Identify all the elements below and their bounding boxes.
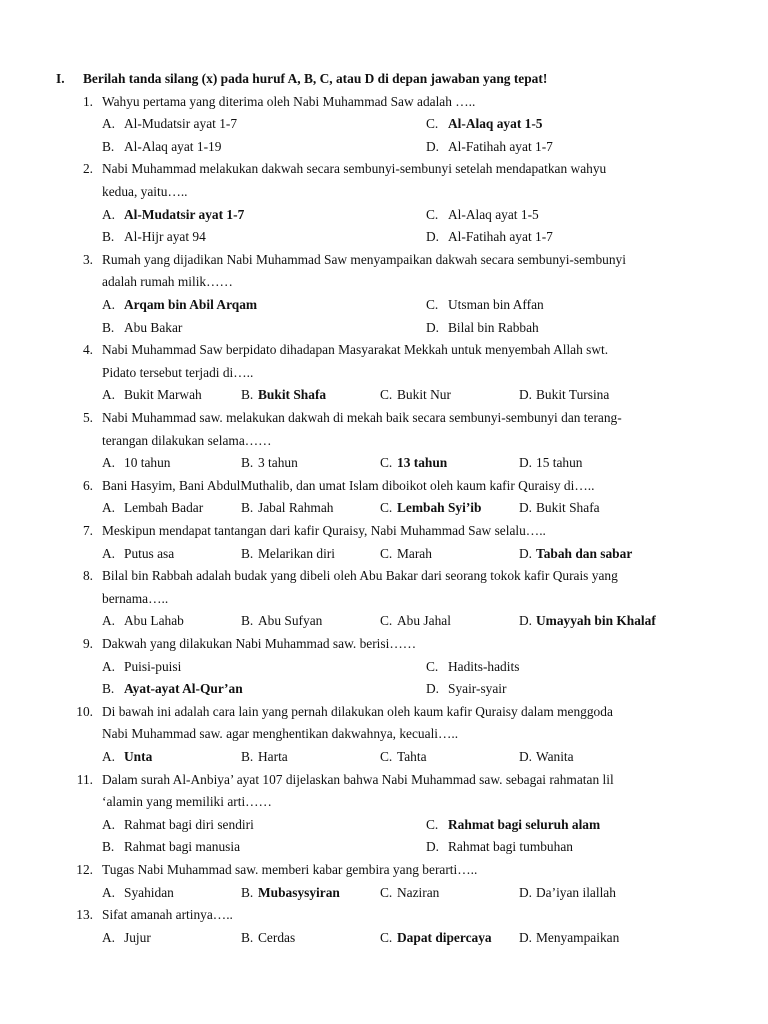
option-b-letter: B.: [102, 138, 115, 154]
option-c-text: Abu Jahal: [397, 613, 451, 629]
option-c-text: Al-Alaq ayat 1-5: [448, 206, 539, 222]
option-c-letter: C.: [426, 116, 439, 132]
option-a-letter: A.: [102, 206, 116, 222]
option-b-letter: B.: [241, 500, 254, 516]
option-d-letter: D.: [519, 929, 533, 945]
option-d-letter: D.: [426, 138, 440, 154]
option-a-letter: A.: [102, 455, 116, 471]
option-b-letter: B.: [241, 613, 254, 629]
option-a-text: Al-Mudatsir ayat 1-7: [124, 116, 238, 132]
option-c-letter: C.: [380, 929, 393, 945]
option-a-letter: A.: [102, 884, 116, 900]
option-d-letter: D.: [519, 545, 533, 561]
option-b-letter: B.: [241, 929, 254, 945]
question-text: Bilal bin Rabbah adalah budak yang dibeli oleh Abu Bakar dari seorang tokok kafir Qurais yang: [102, 568, 618, 584]
option-c-text: Marah: [397, 545, 432, 561]
option-b-text: Cerdas: [258, 929, 296, 945]
option-b-letter: B.: [241, 749, 254, 764]
option-b-answer: Bukit Shafa: [258, 387, 327, 403]
option-d-letter: D.: [426, 681, 440, 697]
question-number: 10.: [76, 703, 93, 719]
option-b-letter: B.: [241, 387, 254, 403]
option-d-answer: Tabah dan sabar: [536, 545, 633, 561]
option-c-text: Hadits-hadits: [448, 658, 520, 674]
option-c-answer: 13 tahun: [397, 455, 448, 471]
section-instruction: Berilah tanda silang (x) pada huruf A, B, C, atau D di depan jawaban yang tepat!: [83, 71, 548, 86]
option-b-letter: B.: [102, 229, 115, 245]
option-d-text: Bilal bin Rabbah: [448, 319, 539, 335]
option-b-text: 3 tahun: [258, 455, 298, 471]
option-d-letter: D.: [426, 839, 440, 855]
option-a-letter: A.: [102, 297, 116, 312]
option-a-text: 10 tahun: [124, 455, 171, 471]
question-text: Di bawah ini adalah cara lain yang pernah dilakukan oleh kaum kafir Quraisy dalam menggoda: [102, 703, 613, 719]
section-number: I.: [56, 71, 65, 86]
option-a-answer: Al-Mudatsir ayat 1-7: [124, 206, 245, 222]
option-a-text: Syahidan: [124, 884, 174, 900]
question-text: Dalam surah Al-Anbiya’ ayat 107 dijelaskan bahwa Nabi Muhammad saw. sebagai rahmatan lil: [102, 771, 614, 787]
option-b-letter: B.: [241, 884, 254, 900]
option-b-text: Abu Sufyan: [258, 613, 323, 629]
option-b-letter: B.: [102, 319, 115, 335]
option-d-text: Bukit Tursina: [536, 387, 610, 403]
question-text: Sifat amanah artinya…..: [102, 907, 233, 923]
option-b-letter: B.: [241, 455, 254, 471]
question-text: bernama…..: [102, 590, 169, 606]
question-number: 9.: [82, 636, 93, 651]
option-c-letter: C.: [426, 206, 439, 222]
question-text: ‘alamin yang memiliki arti……: [102, 794, 272, 810]
option-c-text: Utsman bin Affan: [448, 297, 544, 312]
option-c-letter: C.: [380, 387, 393, 403]
option-b-text: Abu Bakar: [124, 319, 183, 335]
option-d-text: Rahmat bagi tumbuhan: [448, 839, 573, 855]
option-d-letter: D.: [519, 500, 533, 516]
option-b-text: Rahmat bagi manusia: [124, 839, 241, 855]
question-text: Meskipun mendapat tantangan dari kafir Quraisy, Nabi Muhammad Saw selalu…..: [102, 523, 546, 538]
option-a-text: Bukit Marwah: [124, 387, 202, 403]
option-d-text: Al-Fatihah ayat 1-7: [448, 138, 553, 154]
option-d-text: Wanita: [536, 749, 574, 764]
option-d-answer: Umayyah bin Khalaf: [536, 613, 656, 629]
question-number: 5.: [82, 410, 93, 425]
option-a-answer: Arqam bin Abil Arqam: [124, 297, 258, 312]
option-c-answer: Al-Alaq ayat 1-5: [448, 116, 543, 132]
option-d-letter: D.: [426, 319, 440, 335]
option-d-letter: D.: [519, 749, 533, 764]
option-a-letter: A.: [102, 929, 116, 945]
question-text: kedua, yaitu…..: [102, 184, 188, 199]
option-b-letter: B.: [102, 839, 115, 855]
option-c-letter: C.: [380, 545, 393, 561]
question-number: 4.: [82, 342, 93, 358]
option-d-letter: D.: [426, 229, 440, 245]
question-number: 3.: [82, 251, 93, 267]
option-d-text: Da’iyan ilallah: [536, 884, 616, 900]
option-d-text: Al-Fatihah ayat 1-7: [448, 229, 553, 245]
option-a-letter: A.: [102, 816, 116, 832]
option-c-answer: Lembah Syi’ib: [397, 500, 482, 516]
question-text: Nabi Muhammad melakukan dakwah secara sembunyi-sembunyi setelah mendapatkan wahyu: [102, 161, 607, 177]
option-a-text: Abu Lahab: [124, 613, 184, 629]
question-text: Nabi Muhammad saw. agar menghentikan dakwahnya, kecuali…..: [102, 726, 459, 742]
question-text: Bani Hasyim, Bani AbdulMuthalib, dan umat Islam diboikot oleh kaum kafir Quraisy di…..: [102, 477, 595, 493]
option-a-letter: A.: [102, 387, 116, 403]
option-a-text: Rahmat bagi diri sendiri: [124, 816, 254, 832]
question-number: 6.: [82, 477, 93, 493]
option-d-letter: D.: [519, 387, 533, 403]
option-c-text: Bukit Nur: [397, 387, 451, 403]
question-number: 11.: [76, 771, 93, 787]
question-number: 2.: [82, 161, 93, 177]
option-d-text: Menyampaikan: [536, 929, 620, 945]
option-c-letter: C.: [380, 749, 393, 764]
option-b-text: Harta: [258, 749, 288, 764]
option-d-text: Bukit Shafa: [536, 500, 600, 516]
option-d-letter: D.: [519, 884, 533, 900]
question-text: Pidato tersebut terjadi di…..: [102, 364, 254, 380]
question-number: 13.: [76, 907, 93, 923]
option-a-letter: A.: [102, 749, 116, 764]
option-a-letter: A.: [102, 545, 116, 561]
option-d-letter: D.: [519, 613, 533, 629]
question-text: Tugas Nabi Muhammad saw. memberi kabar gembira yang berarti…..: [102, 862, 478, 877]
option-a-answer: Unta: [124, 749, 153, 764]
option-d-text: Syair-syair: [448, 681, 507, 697]
question-text: Nabi Muhammad Saw berpidato dihadapan Masyarakat Mekkah untuk menyembah Allah swt.: [102, 342, 609, 358]
question-text: terangan dilakukan selama……: [102, 432, 272, 448]
option-c-answer: Dapat dipercaya: [397, 929, 492, 945]
option-d-letter: D.: [519, 455, 533, 471]
option-b-text: Al-Hijr ayat 94: [124, 229, 206, 245]
question-number: 12.: [76, 862, 93, 877]
option-b-text: Al-Alaq ayat 1-19: [124, 138, 222, 154]
option-c-text: Naziran: [397, 884, 440, 900]
option-c-letter: C.: [380, 884, 393, 900]
question-text: Rumah yang dijadikan Nabi Muhammad Saw menyampaikan dakwah secara sembunyi-sembunyi: [102, 251, 626, 267]
option-a-letter: A.: [102, 116, 116, 132]
option-b-letter: B.: [241, 545, 254, 561]
question-number: 1.: [82, 93, 93, 109]
question-text: Wahyu pertama yang diterima oleh Nabi Muhammad Saw adalah …..: [102, 93, 476, 109]
option-c-answer: Rahmat bagi seluruh alam: [448, 816, 601, 832]
option-b-letter: B.: [102, 681, 115, 697]
option-b-answer: Mubasysyiran: [258, 884, 340, 900]
option-a-text: Putus asa: [124, 545, 175, 561]
option-c-letter: C.: [380, 500, 393, 516]
option-c-letter: C.: [380, 455, 393, 471]
question-text: Dakwah yang dilakukan Nabi Muhammad saw. berisi……: [102, 636, 417, 651]
option-c-letter: C.: [380, 613, 393, 629]
option-a-letter: A.: [102, 613, 116, 629]
option-b-answer: Ayat-ayat Al-Qur’an: [124, 681, 243, 697]
option-a-text: Jujur: [124, 929, 151, 945]
question-number: 7.: [82, 523, 93, 538]
option-a-letter: A.: [102, 658, 116, 674]
option-c-letter: C.: [426, 297, 439, 312]
option-b-text: Melarikan diri: [258, 545, 335, 561]
option-d-text: 15 tahun: [536, 455, 583, 471]
option-c-letter: C.: [426, 816, 439, 832]
option-a-text: Puisi-puisi: [124, 658, 182, 674]
option-c-text: Tahta: [397, 749, 427, 764]
option-b-text: Jabal Rahmah: [258, 500, 334, 516]
question-text: Nabi Muhammad saw. melakukan dakwah di mekah baik secara sembunyi-sembunyi dan terang-: [102, 410, 622, 425]
option-a-letter: A.: [102, 500, 116, 516]
question-text: adalah rumah milik……: [102, 274, 233, 290]
question-number: 8.: [82, 568, 93, 584]
option-a-text: Lembah Badar: [124, 500, 204, 516]
option-c-letter: C.: [426, 658, 439, 674]
